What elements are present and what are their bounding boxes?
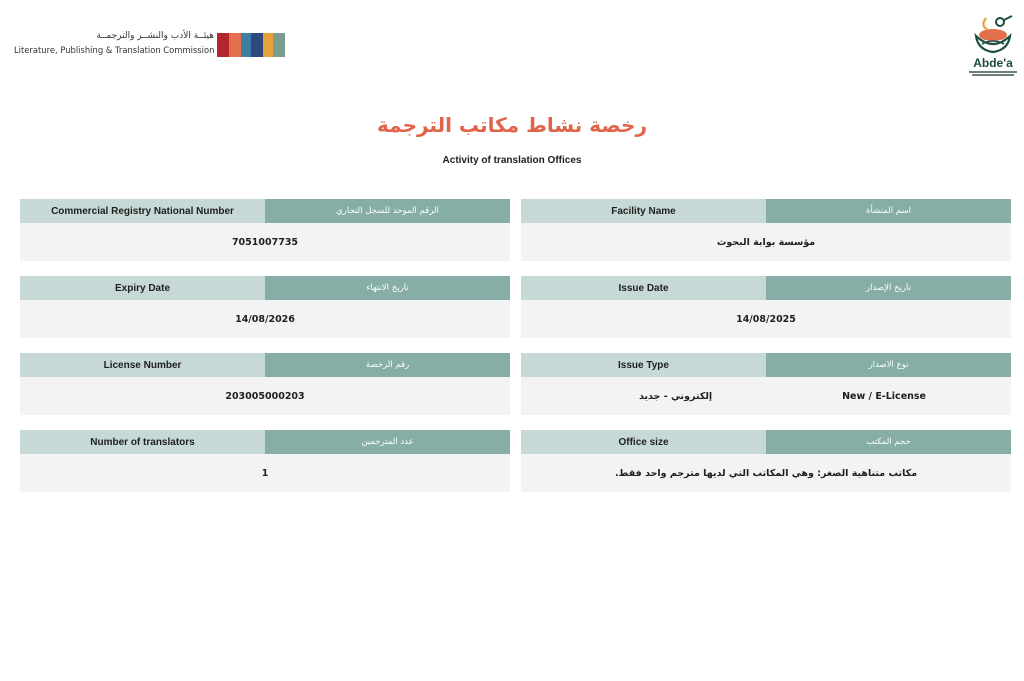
field-value: [521, 377, 1011, 415]
document-title-ar: رخصة نشاط مكاتب الترجمة: [377, 113, 647, 137]
field-label-en: Issue Date: [521, 276, 766, 300]
field-label-ar: اسم المنشأة: [766, 199, 1011, 223]
commission-logo-block: [273, 33, 285, 57]
field-label-en: License Number: [20, 353, 265, 377]
field-value: 14/08/2026: [20, 300, 510, 338]
field-label-ar: الرقم الموحد للسجل التجاري: [265, 199, 510, 223]
field-label-ar: حجم المكتب: [766, 430, 1011, 454]
abdea-wordmark: Abde'a: [973, 56, 1013, 70]
field-translators-count: [20, 430, 510, 492]
field-value-ar: إلكتروني - جديد: [639, 390, 713, 402]
field-label-ar: رقم الرخصة: [265, 353, 510, 377]
field-value: 1: [20, 454, 510, 492]
commission-branding: [14, 30, 286, 64]
field-office-size: [521, 430, 1011, 492]
field-label-ar: تاريخ الانتهاء: [265, 276, 510, 300]
field-facility-name: [521, 199, 1011, 261]
field-value: 7051007735: [20, 223, 510, 261]
field-expiry-date: [20, 276, 510, 338]
field-label-en: Facility Name: [521, 199, 766, 223]
field-label-ar: تاريخ الإصدار: [766, 276, 1011, 300]
commission-logo-block: [241, 33, 251, 57]
document-title-en: Activity of translation Offices: [442, 155, 582, 166]
field-issue-date: [521, 276, 1011, 338]
commission-logo: [217, 33, 285, 57]
field-registry-number: [20, 199, 510, 261]
field-issue-type: [521, 353, 1011, 415]
field-label-en: Expiry Date: [20, 276, 265, 300]
field-value-en: New / E-License: [842, 390, 926, 402]
commission-name-ar: هيئــة الأدب والنشــر والترجمــة: [96, 31, 214, 41]
abdea-mark-icon: [970, 14, 1016, 54]
field-license-number: [20, 353, 510, 415]
commission-logo-block: [251, 33, 263, 57]
field-label-ar: نوع الاصدار: [766, 353, 1011, 377]
field-label-en: Commercial Registry National Number: [20, 199, 265, 223]
abdea-logo: [966, 14, 1020, 78]
commission-logo-block: [217, 33, 229, 57]
commission-logo-block: [263, 33, 273, 57]
field-value: مكاتب متناهية الصغر: وهي المكاتب التي لديها مترجم واحد فقط.: [521, 454, 1011, 492]
field-value: 203005000203: [20, 377, 510, 415]
field-label-en: Office size: [521, 430, 766, 454]
commission-text: [14, 30, 214, 56]
commission-name-en: Literature, Publishing & Translation Commission: [14, 45, 215, 55]
field-value: 14/08/2025: [521, 300, 1011, 338]
field-label-ar: عدد المترجمين: [265, 430, 510, 454]
commission-logo-block: [229, 33, 241, 57]
field-label-en: Issue Type: [521, 353, 766, 377]
field-value: مؤسسة بوابة البحوث: [521, 223, 1011, 261]
field-label-en: Number of translators: [20, 430, 265, 454]
abdea-tagline: [969, 71, 1017, 77]
